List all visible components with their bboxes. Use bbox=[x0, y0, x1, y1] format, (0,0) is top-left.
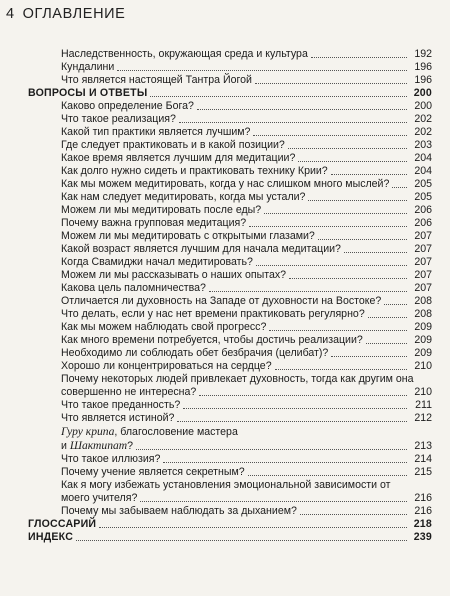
toc-entry bbox=[28, 466, 432, 479]
toc-entry bbox=[28, 61, 432, 74]
toc-entry bbox=[28, 479, 432, 505]
toc-entry-title-line2-prefix: и bbox=[61, 440, 70, 452]
toc-page-number: 202 bbox=[414, 126, 432, 138]
toc-entry-title: Почему мы забываем наблюдать за дыханием? bbox=[61, 505, 297, 517]
toc-entry-title: ВОПРОСЫ И ОТВЕТЫ bbox=[28, 87, 148, 99]
toc-entry-title: Что делать, если у нас нет времени практиковать регулярно? bbox=[61, 308, 365, 320]
toc-entry-title: Хорошо ли концентрироваться на сердце? bbox=[61, 360, 272, 372]
toc-entry-title: Как мы можем медитировать, когда у нас слишком много мыслей? bbox=[61, 178, 390, 190]
toc-entry-title: Как много времени потребуется, чтобы достичь реализации? bbox=[61, 334, 363, 346]
toc-entry-title: Что является истиной? bbox=[61, 412, 175, 424]
toc-entry-title: Что такое преданность? bbox=[61, 399, 181, 411]
toc-leader bbox=[300, 514, 407, 515]
toc-page-number: 212 bbox=[414, 412, 432, 424]
toc-leader bbox=[163, 462, 407, 463]
toc-leader bbox=[275, 369, 407, 370]
toc-entry-title: Что является настоящей Тантра Йогой bbox=[61, 74, 252, 86]
toc-leader bbox=[269, 330, 407, 331]
toc-leader bbox=[150, 96, 407, 97]
toc-page-number: 210 bbox=[414, 386, 432, 398]
toc-leader bbox=[288, 148, 407, 149]
toc-page-number: 204 bbox=[414, 152, 432, 164]
toc-entry bbox=[28, 425, 432, 453]
toc-entry-title-line2-suffix: ? bbox=[127, 440, 134, 452]
toc-leader bbox=[76, 540, 407, 541]
toc-leader bbox=[384, 304, 407, 305]
toc-entry bbox=[28, 282, 432, 295]
toc-entry bbox=[28, 453, 432, 466]
toc-entry bbox=[28, 100, 432, 113]
toc-leader bbox=[344, 252, 407, 253]
toc-page-number: 200 bbox=[414, 100, 432, 112]
toc-leader bbox=[308, 200, 407, 201]
toc-page-number: 216 bbox=[414, 505, 432, 517]
toc-entry-title: Как мы можем наблюдать свой прогресс? bbox=[61, 321, 267, 333]
toc-entry bbox=[28, 126, 432, 139]
toc-entry bbox=[28, 113, 432, 126]
toc-entry bbox=[28, 204, 432, 217]
toc-entry-title: Можем ли мы рассказывать о наших опытах? bbox=[61, 269, 287, 281]
toc-entry bbox=[28, 217, 432, 230]
toc-entry bbox=[28, 412, 432, 425]
toc-page-number: 203 bbox=[414, 139, 432, 151]
toc-leader bbox=[331, 356, 407, 357]
toc-entry bbox=[28, 256, 432, 269]
toc-entry bbox=[28, 139, 432, 152]
toc-page-number: 211 bbox=[415, 399, 432, 411]
toc-entry-title: Можем ли мы медитировать с открытыми глазами? bbox=[61, 230, 315, 242]
toc-entry-title-line2: моего учителя? bbox=[61, 492, 138, 504]
toc-entry-title: Отличается ли духовность на Западе от духовности на Востоке? bbox=[61, 295, 382, 307]
toc-entry-title: Что такое иллюзия? bbox=[61, 453, 161, 465]
toc-leader bbox=[136, 449, 407, 450]
toc-page-number: 239 bbox=[413, 531, 432, 543]
toc-leader bbox=[183, 408, 407, 409]
toc-entry bbox=[28, 178, 432, 191]
toc-page-number: 209 bbox=[414, 347, 432, 359]
toc-entry-title: Как нам следует медитировать, когда мы устали? bbox=[61, 191, 306, 203]
toc-entry-title: Каково определение Бога? bbox=[61, 100, 194, 112]
toc-leader bbox=[209, 291, 407, 292]
toc-leader bbox=[249, 226, 407, 227]
toc-leader bbox=[298, 161, 407, 162]
toc-entry-title: Какой тип практики является лучшим? bbox=[61, 126, 251, 138]
toc-entry bbox=[28, 321, 432, 334]
toc-entry bbox=[28, 505, 432, 518]
toc-page-number: 215 bbox=[414, 466, 432, 478]
toc-page-number: 218 bbox=[413, 518, 432, 530]
toc-entry-title: Какова цель паломничества? bbox=[61, 282, 206, 294]
toc-leader bbox=[248, 475, 407, 476]
toc-page-number: 209 bbox=[414, 321, 432, 333]
toc-entry bbox=[28, 48, 432, 61]
toc-entry-title: Наследственность, окружающая среда и культура bbox=[61, 48, 308, 60]
toc-entry-title-line2: совершенно не интересна? bbox=[61, 386, 197, 398]
toc-entry-title-line1: , благословение мастера bbox=[114, 426, 238, 438]
table-of-contents bbox=[28, 48, 432, 544]
toc-page-number: 206 bbox=[414, 217, 432, 229]
toc-leader bbox=[177, 421, 407, 422]
toc-entry bbox=[28, 347, 432, 360]
toc-entry-title: Где следует практиковать и в какой позиции? bbox=[61, 139, 285, 151]
toc-entry-italic-term: Гуру крипа bbox=[61, 425, 115, 438]
toc-entry-title: Какой возраст является лучшим для начала медитации? bbox=[61, 243, 341, 255]
page-header bbox=[6, 6, 125, 22]
toc-leader bbox=[368, 317, 407, 318]
toc-leader bbox=[253, 135, 407, 136]
toc-page-number: 208 bbox=[414, 295, 432, 307]
toc-entry bbox=[28, 243, 432, 256]
toc-page-number: 207 bbox=[414, 269, 432, 281]
toc-entry bbox=[28, 74, 432, 87]
toc-page-number: 207 bbox=[414, 243, 432, 255]
toc-page-number: 206 bbox=[414, 204, 432, 216]
toc-leader bbox=[331, 174, 407, 175]
toc-page-number: 209 bbox=[414, 334, 432, 346]
toc-leader bbox=[311, 57, 407, 58]
toc-page-number: 207 bbox=[414, 282, 432, 294]
toc-entry bbox=[28, 191, 432, 204]
toc-section bbox=[28, 531, 432, 544]
toc-page-number: 214 bbox=[414, 453, 432, 465]
toc-leader bbox=[392, 187, 407, 188]
toc-entry-title: Кундалини bbox=[61, 61, 115, 73]
toc-page-number: 200 bbox=[413, 87, 432, 99]
toc-entry bbox=[28, 269, 432, 282]
toc-entry-title-line1: Почему некоторых людей привлекает духовность, тогда как другим она bbox=[61, 373, 414, 385]
toc-page-number: 202 bbox=[414, 113, 432, 125]
toc-entry-italic-term: Шактипат bbox=[69, 439, 128, 452]
toc-entry-title: Необходимо ли соблюдать обет безбрачия (целибат)? bbox=[61, 347, 329, 359]
toc-entry-title: Что такое реализация? bbox=[61, 113, 176, 125]
toc-leader bbox=[99, 527, 407, 528]
toc-page-number: 210 bbox=[414, 360, 432, 372]
toc-leader bbox=[264, 213, 407, 214]
toc-entry-title: Как долго нужно сидеть и практиковать технику Крии? bbox=[61, 165, 328, 177]
toc-page-number: 207 bbox=[414, 256, 432, 268]
toc-entry bbox=[28, 152, 432, 165]
toc-entry-title: Когда Свамиджи начал медитировать? bbox=[61, 256, 253, 268]
toc-entry bbox=[28, 295, 432, 308]
toc-page-number: 204 bbox=[414, 165, 432, 177]
toc-page-number: 192 bbox=[414, 48, 432, 60]
toc-entry-title: Можем ли мы медитировать после еды? bbox=[61, 204, 262, 216]
toc-entry-title: Какое время является лучшим для медитации? bbox=[61, 152, 296, 164]
toc-page-number: 216 bbox=[414, 492, 432, 504]
toc-section bbox=[28, 518, 432, 531]
toc-entry bbox=[28, 334, 432, 347]
toc-entry-title: ГЛОССАРИЙ bbox=[28, 518, 97, 530]
toc-entry bbox=[28, 360, 432, 373]
toc-entry bbox=[28, 399, 432, 412]
toc-entry-title-line1: Как я могу избежать установления эмоциональной зависимости от bbox=[61, 479, 391, 491]
toc-entry bbox=[28, 373, 432, 399]
toc-page-number: 213 bbox=[414, 440, 432, 452]
toc-page-number: 196 bbox=[414, 61, 432, 73]
toc-leader bbox=[179, 122, 407, 123]
toc-entry-title: Почему учение является секретным? bbox=[61, 466, 245, 478]
toc-page-number: 205 bbox=[414, 191, 432, 203]
toc-page-number: 205 bbox=[414, 178, 432, 190]
toc-leader bbox=[117, 70, 407, 71]
toc-entry bbox=[28, 308, 432, 321]
toc-entry bbox=[28, 230, 432, 243]
toc-page-number: 208 bbox=[414, 308, 432, 320]
toc-leader bbox=[366, 343, 407, 344]
toc-leader bbox=[256, 265, 407, 266]
toc-leader bbox=[140, 501, 407, 502]
toc-leader bbox=[255, 83, 407, 84]
toc-entry bbox=[28, 165, 432, 178]
toc-leader bbox=[199, 395, 407, 396]
toc-entry-title: Почему важна групповая медитация? bbox=[61, 217, 247, 229]
toc-page-number: 196 bbox=[414, 74, 432, 86]
toc-leader bbox=[289, 278, 407, 279]
toc-section bbox=[28, 87, 432, 100]
page-title: ОГЛАВЛЕНИЕ bbox=[22, 6, 126, 22]
toc-leader bbox=[197, 109, 407, 110]
toc-leader bbox=[318, 239, 407, 240]
page-number: 4 bbox=[6, 6, 15, 22]
toc-entry-title: ИНДЕКС bbox=[28, 531, 74, 543]
toc-page-number: 207 bbox=[414, 230, 432, 242]
